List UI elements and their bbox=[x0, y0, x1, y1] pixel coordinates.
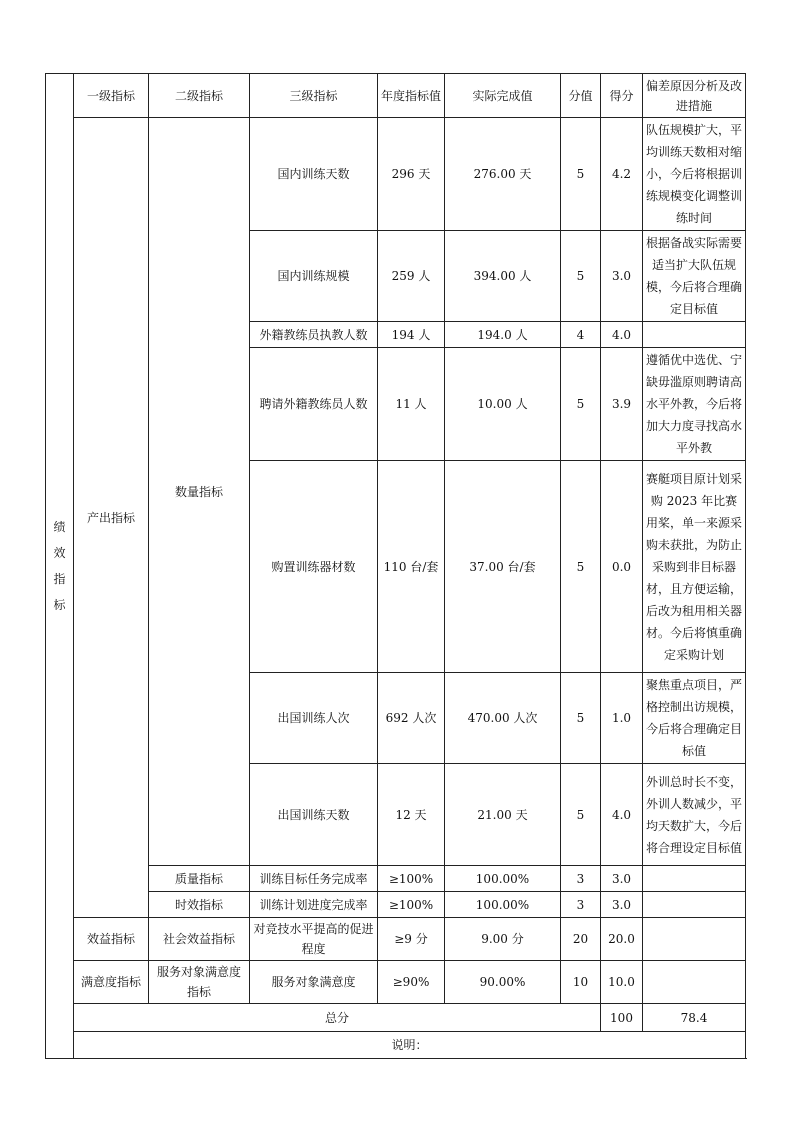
group-satisfaction: 满意度指标 bbox=[74, 961, 149, 1004]
row-score: 0.0 bbox=[601, 461, 643, 673]
row-reason bbox=[643, 892, 746, 918]
table-row bbox=[46, 961, 746, 1004]
row-actual: 100.00% bbox=[445, 866, 561, 892]
row-actual: 194.0 人 bbox=[445, 322, 561, 348]
row-target: 110 台/套 bbox=[378, 461, 445, 673]
total-weight: 100 bbox=[601, 1004, 643, 1032]
row-actual: 37.00 台/套 bbox=[445, 461, 561, 673]
header-level2: 二级指标 bbox=[149, 74, 250, 118]
header-reason: 偏差原因分析及改进措施 bbox=[643, 74, 746, 118]
row-target: ≥9 分 bbox=[378, 918, 445, 961]
total-row bbox=[46, 1004, 746, 1032]
note-row bbox=[46, 1032, 746, 1059]
row-target: ≥100% bbox=[378, 892, 445, 918]
row-reason bbox=[643, 961, 746, 1004]
row-actual: 470.00 人次 bbox=[445, 673, 561, 764]
header-row bbox=[46, 74, 746, 118]
row-actual: 100.00% bbox=[445, 892, 561, 918]
group-service-satisfaction: 服务对象满意度指标 bbox=[149, 961, 250, 1004]
row-actual: 21.00 天 bbox=[445, 764, 561, 866]
row-weight: 5 bbox=[561, 673, 601, 764]
group-quantity: 数量指标 bbox=[149, 118, 250, 866]
row-score: 10.0 bbox=[601, 961, 643, 1004]
table-row bbox=[46, 866, 746, 892]
row-indicator: 购置训练器材数 bbox=[250, 461, 378, 673]
row-weight: 3 bbox=[561, 892, 601, 918]
row-weight: 3 bbox=[561, 866, 601, 892]
header-score: 得分 bbox=[601, 74, 643, 118]
row-weight: 5 bbox=[561, 461, 601, 673]
total-label: 总分 bbox=[74, 1004, 601, 1032]
row-reason: 队伍规模扩大，平均训练天数相对缩小，今后将根据训练规模变化调整训练时间 bbox=[643, 118, 746, 231]
row-target: 296 天 bbox=[378, 118, 445, 231]
row-actual: 9.00 分 bbox=[445, 918, 561, 961]
row-indicator: 国内训练规模 bbox=[250, 231, 378, 322]
group-output: 产出指标 bbox=[74, 118, 149, 918]
row-reason: 遵循优中选优、宁缺毋滥原则聘请高水平外教，今后将加大力度寻找高水平外教 bbox=[643, 348, 746, 461]
header-actual: 实际完成值 bbox=[445, 74, 561, 118]
row-reason bbox=[643, 866, 746, 892]
row-target: 11 人 bbox=[378, 348, 445, 461]
performance-indicator-table bbox=[45, 73, 746, 1059]
row-actual: 90.00% bbox=[445, 961, 561, 1004]
row-actual: 394.00 人 bbox=[445, 231, 561, 322]
row-weight: 4 bbox=[561, 322, 601, 348]
row-target: ≥100% bbox=[378, 866, 445, 892]
row-reason bbox=[643, 322, 746, 348]
row-weight: 10 bbox=[561, 961, 601, 1004]
row-indicator: 出国训练天数 bbox=[250, 764, 378, 866]
row-indicator: 服务对象满意度 bbox=[250, 961, 378, 1004]
row-indicator: 国内训练天数 bbox=[250, 118, 378, 231]
row-target: 259 人 bbox=[378, 231, 445, 322]
row-actual: 10.00 人 bbox=[445, 348, 561, 461]
row-weight: 5 bbox=[561, 118, 601, 231]
row-score: 3.0 bbox=[601, 866, 643, 892]
row-score: 4.2 bbox=[601, 118, 643, 231]
row-indicator: 外籍教练员执教人数 bbox=[250, 322, 378, 348]
header-weight: 分值 bbox=[561, 74, 601, 118]
category-cell bbox=[46, 74, 74, 1059]
row-score: 3.9 bbox=[601, 348, 643, 461]
row-weight: 20 bbox=[561, 918, 601, 961]
row-reason bbox=[643, 918, 746, 961]
group-quality: 质量指标 bbox=[149, 866, 250, 892]
group-social-benefit: 社会效益指标 bbox=[149, 918, 250, 961]
row-weight: 5 bbox=[561, 348, 601, 461]
row-weight: 5 bbox=[561, 231, 601, 322]
row-score: 1.0 bbox=[601, 673, 643, 764]
header-target: 年度指标值 bbox=[378, 74, 445, 118]
header-level3: 三级指标 bbox=[250, 74, 378, 118]
row-target: 194 人 bbox=[378, 322, 445, 348]
row-reason: 外训总时长不变，外训人数减少，平均天数扩大，今后将合理设定目标值 bbox=[643, 764, 746, 866]
row-reason: 聚焦重点项目，严格控制出访规模，今后将合理确定目标值 bbox=[643, 673, 746, 764]
row-score: 4.0 bbox=[601, 764, 643, 866]
row-score: 20.0 bbox=[601, 918, 643, 961]
row-indicator: 出国训练人次 bbox=[250, 673, 378, 764]
row-indicator: 训练计划进度完成率 bbox=[250, 892, 378, 918]
total-score: 78.4 bbox=[643, 1004, 746, 1032]
row-indicator: 训练目标任务完成率 bbox=[250, 866, 378, 892]
row-target: 12 天 bbox=[378, 764, 445, 866]
table-row bbox=[46, 118, 746, 231]
row-indicator: 对竞技水平提高的促进程度 bbox=[250, 918, 378, 961]
header-level1: 一级指标 bbox=[74, 74, 149, 118]
category-label: 绩效指标 bbox=[53, 520, 66, 612]
row-reason: 赛艇项目原计划采购 2023 年比赛用桨，单一来源采购未获批，为防止采购到非目标器材，且方便运输，后改为租用相关器材。今后将慎重确定采购计划 bbox=[643, 461, 746, 673]
table-row bbox=[46, 892, 746, 918]
note-label: 说明： bbox=[74, 1032, 746, 1059]
row-score: 3.0 bbox=[601, 231, 643, 322]
row-target: ≥90% bbox=[378, 961, 445, 1004]
row-reason: 根据备战实际需要适当扩大队伍规模，今后将合理确定目标值 bbox=[643, 231, 746, 322]
row-score: 4.0 bbox=[601, 322, 643, 348]
group-timeliness: 时效指标 bbox=[149, 892, 250, 918]
row-score: 3.0 bbox=[601, 892, 643, 918]
table-row bbox=[46, 918, 746, 961]
row-actual: 276.00 天 bbox=[445, 118, 561, 231]
row-indicator: 聘请外籍教练员人数 bbox=[250, 348, 378, 461]
row-weight: 5 bbox=[561, 764, 601, 866]
group-benefit: 效益指标 bbox=[74, 918, 149, 961]
row-target: 692 人次 bbox=[378, 673, 445, 764]
